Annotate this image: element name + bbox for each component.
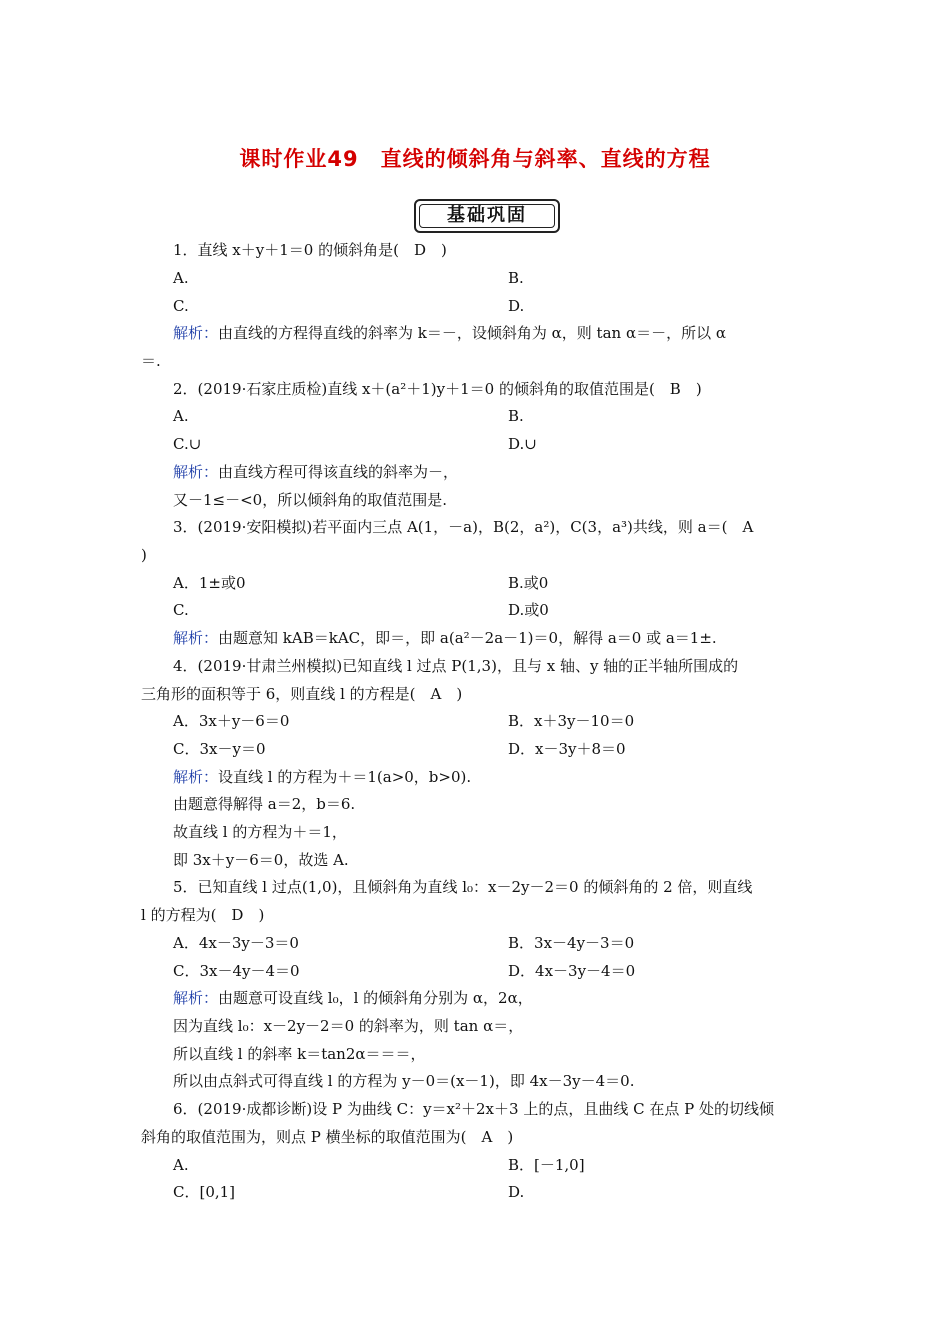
q4-analysis-text: 设直线 l 的方程为＋＝1(a>0，b>0).: [218, 768, 472, 786]
q1-analysis-cont: ＝.: [141, 352, 161, 370]
q1-option-d: D.: [508, 297, 525, 315]
question-1: 1．直线 x＋y＋1＝0 的倾斜角是( D ): [173, 241, 447, 259]
q1-analysis: [173, 323, 726, 343]
q2-analysis: [173, 462, 458, 482]
q1-option-c: C.: [173, 297, 189, 315]
q4-analysis-4: 即 3x＋y－6＝0，故选 A.: [173, 851, 349, 869]
question-4-cont: 三角形的面积等于 6，则直线 l 的方程是( A ): [141, 685, 463, 703]
q1-analysis-text: 由直线的方程得直线的斜率为 k＝－，设倾斜角为 α，则 tan α＝－，所以 α: [218, 324, 726, 342]
q5-option-a: A．4x－3y－3＝0: [173, 934, 299, 952]
q3-option-a: A．1±或0: [173, 574, 246, 592]
section-badge: [414, 199, 560, 233]
q5-analysis-text: 由题意可设直线 l₀，l 的倾斜角分别为 α，2α，: [218, 989, 533, 1007]
q4-analysis: [173, 767, 471, 787]
q5-analysis: [173, 988, 533, 1008]
q5-option-c: C．3x－4y－4＝0: [173, 962, 300, 980]
q5-analysis-2: 因为直线 l₀：x－2y－2＝0 的斜率为，则 tan α＝，: [173, 1017, 524, 1035]
question-5: 5．已知直线 l 过点(1,0)，且倾斜角为直线 l₀：x－2y－2＝0 的倾斜角的 2 倍，则直线: [173, 878, 753, 896]
q6-option-b: B．[－1,0]: [508, 1156, 585, 1174]
page-title: 课时作业49 直线的倾斜角与斜率、直线的方程: [239, 147, 711, 171]
q1-option-a: A.: [173, 269, 189, 287]
question-2: 2．(2019·石家庄质检)直线 x＋(a²＋1)y＋1＝0 的倾斜角的取值范围是( B ): [173, 380, 702, 398]
q6-option-d: D.: [508, 1183, 525, 1201]
q3-analysis: [173, 628, 717, 648]
q1-option-b: B.: [508, 269, 524, 287]
q2-analysis-text: 由直线方程可得该直线的斜率为－，: [218, 463, 459, 481]
q2-option-b: B.: [508, 407, 524, 425]
q3-option-c: C.: [173, 601, 189, 619]
analysis-label: 解析：: [173, 463, 219, 481]
q4-option-c: C．3x－y＝0: [173, 740, 266, 758]
analysis-label: 解析：: [173, 629, 219, 647]
question-3-cont: ): [141, 546, 147, 564]
question-6-cont: 斜角的取值范围为，则点 P 横坐标的取值范围为( A ): [141, 1128, 514, 1146]
question-4: 4．(2019·甘肃兰州模拟)已知直线 l 过点 P(1,3)，且与 x 轴、y 轴的正半轴所围成的: [173, 657, 739, 675]
q4-option-b: B．x＋3y－10＝0: [508, 712, 635, 730]
question-3: 3．(2019·安阳模拟)若平面内三点 A(1，－a)，B(2，a²)，C(3，a³)共线，则 a＝( A: [173, 518, 754, 536]
q2-option-c: C.∪: [173, 435, 202, 453]
q3-option-d: D.或0: [508, 601, 549, 619]
q6-option-a: A.: [173, 1156, 189, 1174]
q3-option-b: B.或0: [508, 574, 549, 592]
section-label: 基础巩固: [419, 204, 555, 228]
analysis-label: 解析：: [173, 989, 219, 1007]
q5-option-d: D．4x－3y－4＝0: [508, 962, 636, 980]
q3-analysis-text: 由题意知 kAB＝kAC，即＝，即 a(a²－2a－1)＝0，解得 a＝0 或 a＝1±.: [218, 629, 717, 647]
q4-option-a: A．3x＋y－6＝0: [173, 712, 290, 730]
q2-option-a: A.: [173, 407, 189, 425]
analysis-label: 解析：: [173, 768, 219, 786]
q4-analysis-3: 故直线 l 的方程为＋＝1，: [173, 823, 347, 841]
q5-analysis-4: 所以由点斜式可得直线 l 的方程为 y－0＝(x－1)，即 4x－3y－4＝0.: [173, 1072, 635, 1090]
q5-analysis-3: 所以直线 l 的斜率 k＝tan2α＝＝＝，: [173, 1045, 426, 1063]
question-5-cont: l 的方程为( D ): [141, 906, 265, 924]
q4-analysis-2: 由题意得解得 a＝2，b＝6.: [173, 795, 356, 813]
question-6: 6．(2019·成都诊断)设 P 为曲线 C：y＝x²＋2x＋3 上的点，且曲线 C 在点 P 处的切线倾: [173, 1100, 774, 1118]
q5-option-b: B．3x－4y－3＝0: [508, 934, 635, 952]
q2-option-d: D.∪: [508, 435, 537, 453]
q4-option-d: D．x－3y＋8＝0: [508, 740, 626, 758]
analysis-label: 解析：: [173, 324, 219, 342]
q2-analysis-cont: 又－1≤－<0，所以倾斜角的取值范围是.: [173, 491, 447, 509]
q6-option-c: C．[0,1]: [173, 1183, 236, 1201]
